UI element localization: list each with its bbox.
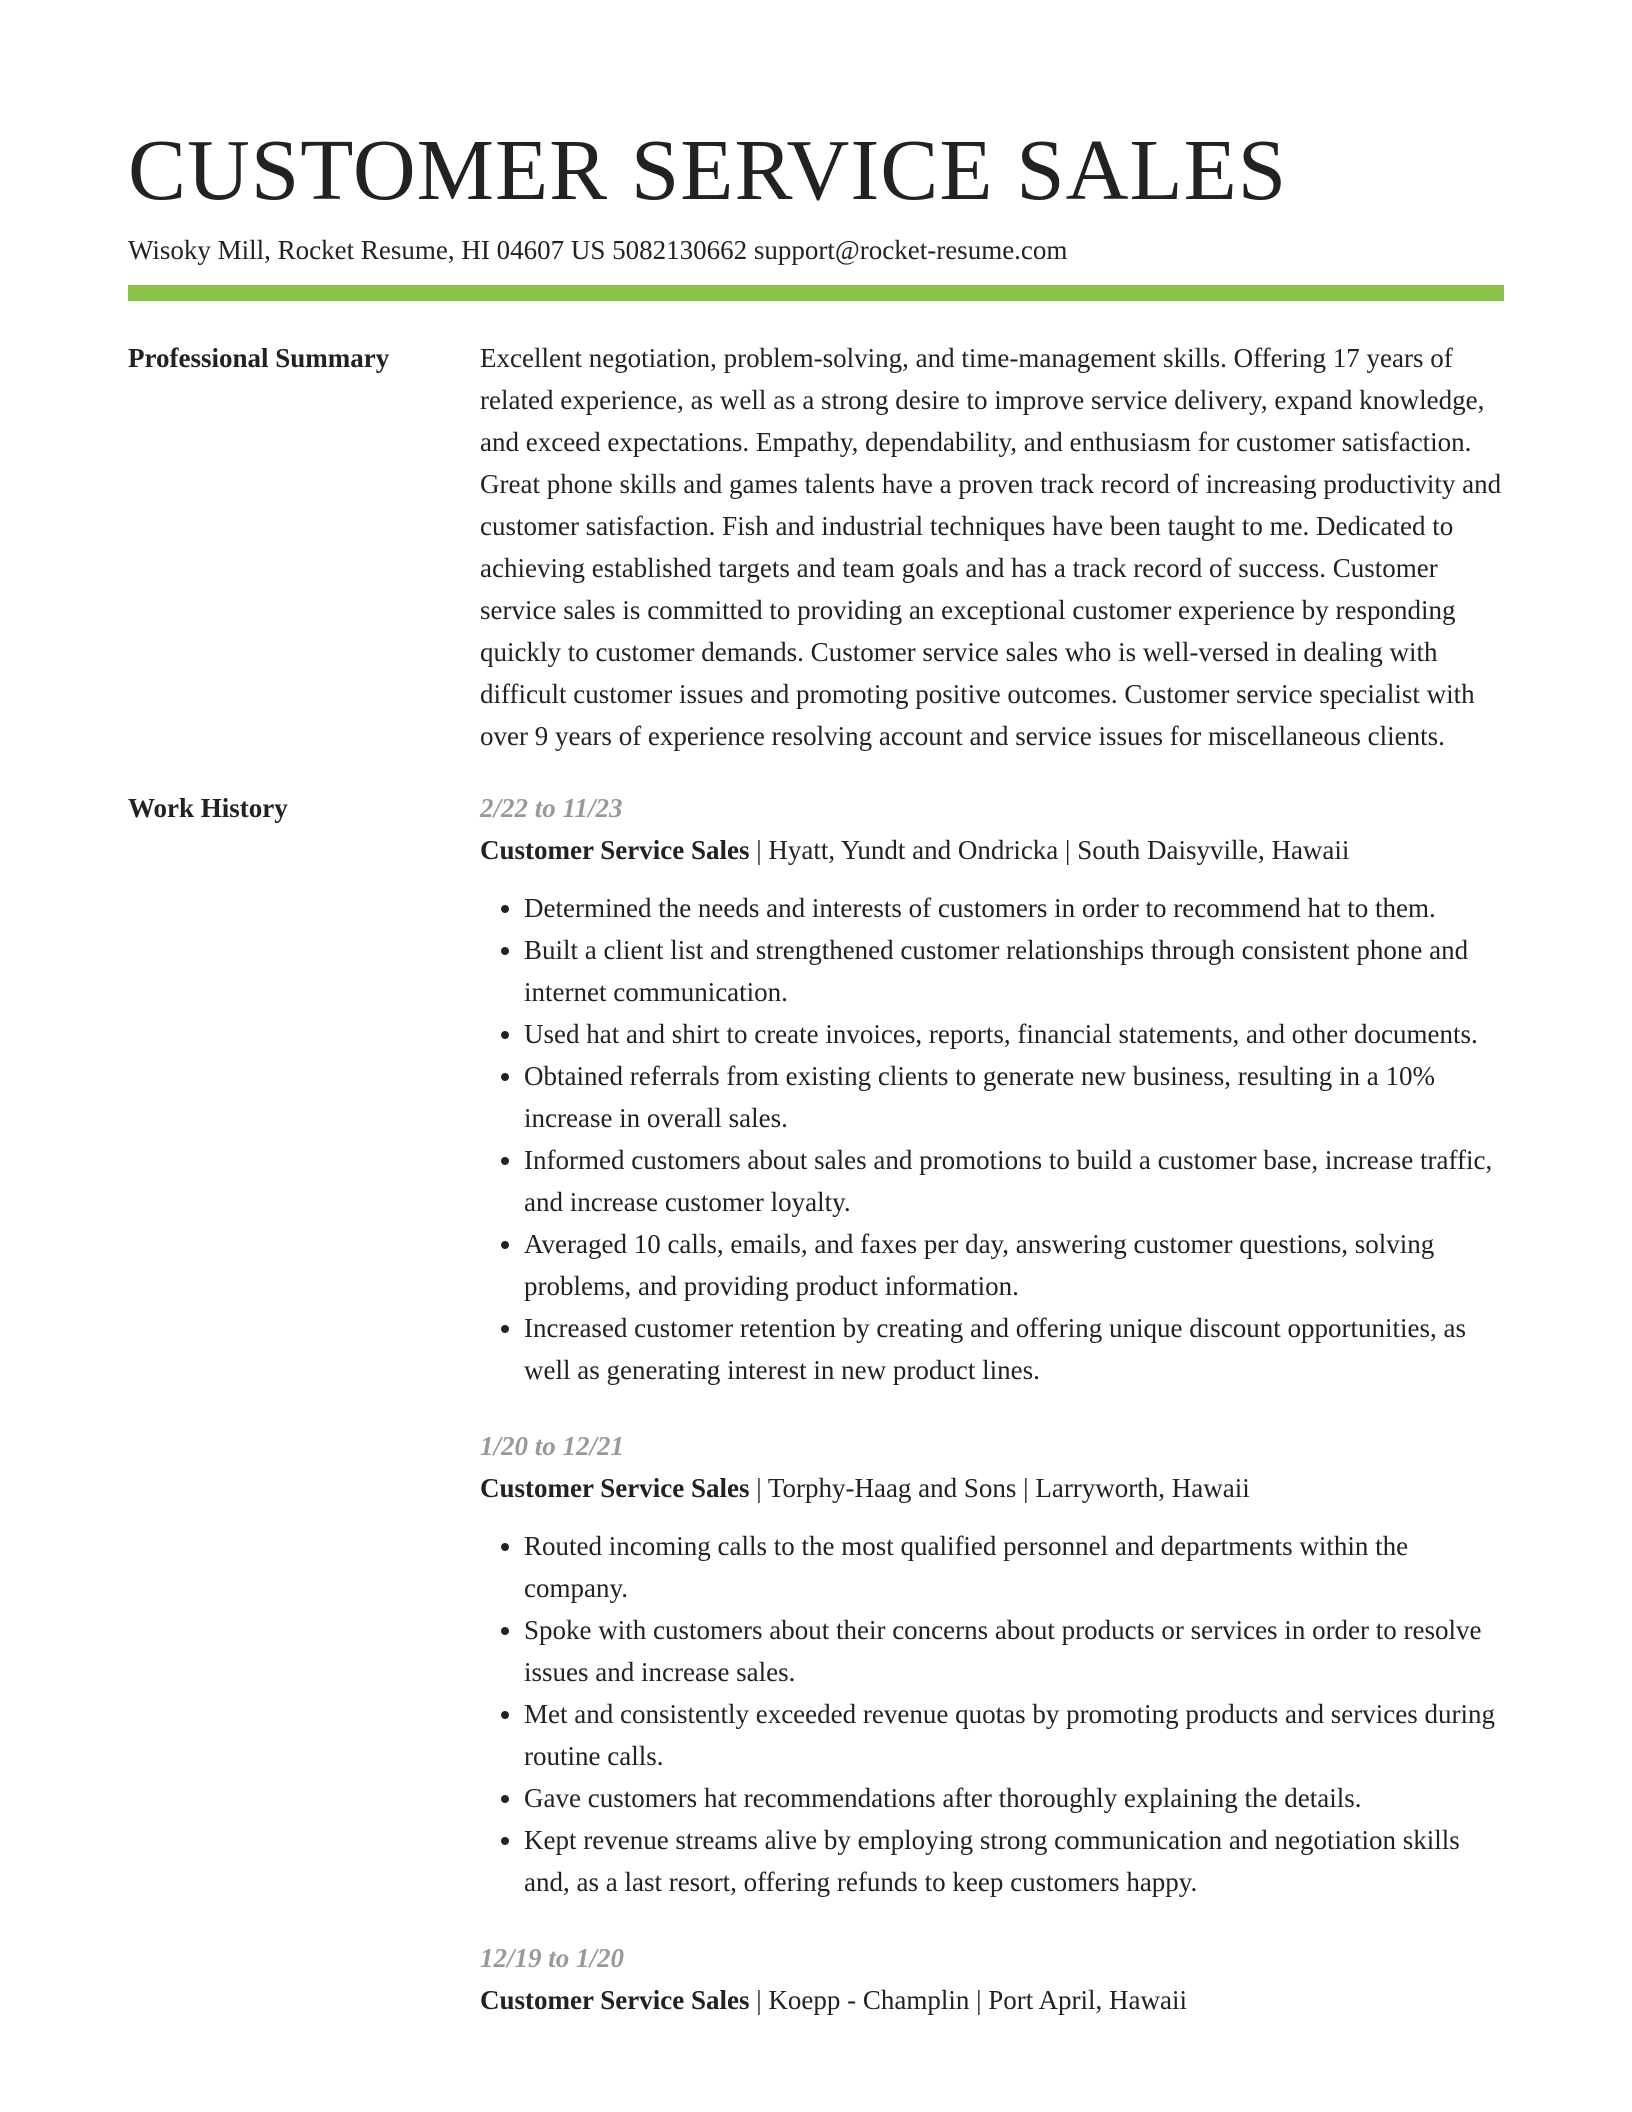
job-title-line xyxy=(480,829,1504,871)
job-details: | Torphy-Haag and Sons | Larryworth, Hawaii xyxy=(749,1473,1250,1503)
resume-name: CUSTOMER SERVICE SALES xyxy=(128,121,1288,218)
job-bullet-list xyxy=(480,1525,1504,1903)
job-bullet: • Kept revenue streams alive by employing strong communication and negotiation skills and, as a last resort, offering refunds to keep customers happy. xyxy=(524,1819,1504,1903)
job-bullet: • Built a client list and strengthened customer relationships through consistent phone and internet communication. xyxy=(524,929,1504,1013)
job-details: | Hyatt, Yundt and Ondricka | South Daisyville, Hawaii xyxy=(749,835,1350,865)
job-bullet-list xyxy=(480,887,1504,1391)
job-bullet: • Increased customer retention by creating and offering unique discount opportunities, as well as generating interest in new product lines. xyxy=(524,1307,1504,1391)
job-dates: 12/19 to 1/20 xyxy=(480,1943,625,1973)
job-entry xyxy=(480,787,1504,1391)
header-divider xyxy=(128,285,1504,301)
job-bullet: • Determined the needs and interests of customers in order to recommend hat to them. xyxy=(524,887,1504,929)
job-title: Customer Service Sales xyxy=(480,1473,750,1503)
job-title-line xyxy=(480,1979,1504,2021)
job-entry xyxy=(480,1937,1504,2021)
work-history-section xyxy=(128,787,1504,2055)
job-bullet: • Averaged 10 calls, emails, and faxes per day, answering customer questions, solving problems, and providing product information. xyxy=(524,1223,1504,1307)
work-history-body xyxy=(480,787,1504,2055)
job-bullet: • Spoke with customers about their concerns about products or services in order to resolve issues and increase sales. xyxy=(524,1609,1504,1693)
contact-line: Wisoky Mill, Rocket Resume, HI 04607 US 5082130662 support@rocket-resume.com xyxy=(128,235,1068,265)
job-bullet: • Used hat and shirt to create invoices, reports, financial statements, and other documents. xyxy=(524,1013,1504,1055)
job-title: Customer Service Sales xyxy=(480,1985,750,2015)
summary-text: Excellent negotiation, problem-solving, and time-management skills. Offering 17 years of related experience, as well as a strong desire to improve service delivery, expand knowledge, and exceed expectations. Empathy, dependability, and enthusiasm for customer satisfaction. Great phone skills and games talents have a proven track record of increasing productivity and customer satisfaction. Fish and industrial techniques have been taught to me. Dedicated to achieving established targets and team goals and has a track record of success. Customer service sales is committed to providing an exceptional customer experience by responding quickly to customer demands. Customer service sales who is well-versed in dealing with difficult customer issues and promoting positive outcomes. Customer service specialist with over 9 years of experience resolving account and service issues for miscellaneous clients. xyxy=(480,343,1502,751)
job-bullet: • Routed incoming calls to the most qualified personnel and departments within the company. xyxy=(524,1525,1504,1609)
resume-page xyxy=(128,0,1504,2055)
job-bullet: • Gave customers hat recommendations after thoroughly explaining the details. xyxy=(524,1777,1504,1819)
summary-body xyxy=(480,337,1504,757)
summary-label: Professional Summary xyxy=(128,343,390,373)
job-entry xyxy=(480,1425,1504,1903)
job-title: Customer Service Sales xyxy=(480,835,750,865)
job-bullet: • Informed customers about sales and promotions to build a customer base, increase traffic, and increase customer loyalty. xyxy=(524,1139,1504,1223)
job-bullet: • Obtained referrals from existing clients to generate new business, resulting in a 10% increase in overall sales. xyxy=(524,1055,1504,1139)
job-bullet: • Met and consistently exceeded revenue quotas by promoting products and services during routine calls. xyxy=(524,1693,1504,1777)
job-title-line xyxy=(480,1467,1504,1509)
job-details: | Koepp - Champlin | Port April, Hawaii xyxy=(749,1985,1187,2015)
job-dates: 1/20 to 12/21 xyxy=(480,1431,625,1461)
work-history-label: Work History xyxy=(128,793,288,823)
job-dates: 2/22 to 11/23 xyxy=(480,793,623,823)
summary-section xyxy=(128,337,1504,757)
